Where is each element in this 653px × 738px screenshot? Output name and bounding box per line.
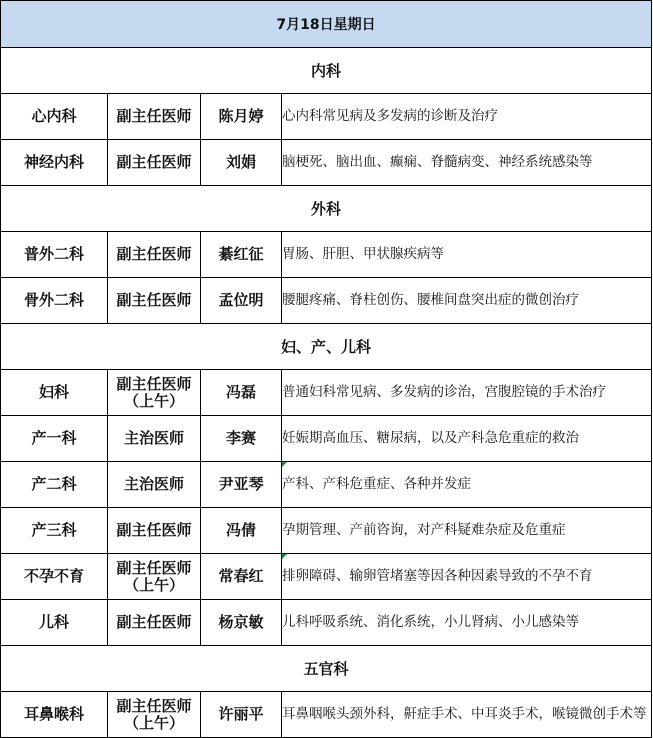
title-cell <box>108 94 201 140</box>
specialty-cell: 产科、产科危重症、各种并发症 <box>282 462 652 508</box>
date-title: 7月18日星期日 <box>1 1 652 48</box>
department-cell: 耳鼻喉科 <box>1 692 108 738</box>
table-row <box>1 232 652 278</box>
doctor-name-cell: 綦红征 <box>201 232 282 278</box>
department-cell: 儿科 <box>1 600 108 646</box>
department-cell: 神经内科 <box>1 140 108 186</box>
title-note: （上午） <box>123 391 184 410</box>
department-cell: 产三科 <box>1 508 108 554</box>
title-cell <box>108 508 201 554</box>
title-text: 主治医师 <box>123 475 184 493</box>
section-title: 五官科 <box>1 646 652 692</box>
department-cell: 骨外二科 <box>1 278 108 324</box>
table-row <box>1 692 652 738</box>
table-row <box>1 278 652 324</box>
title-note: （上午） <box>123 713 184 732</box>
title-cell <box>108 278 201 324</box>
department-cell: 不孕不育 <box>1 554 108 600</box>
table-row <box>1 94 652 140</box>
doctor-name-cell: 杨京敏 <box>201 600 282 646</box>
department-cell: 妇科 <box>1 370 108 416</box>
department-cell: 产一科 <box>1 416 108 462</box>
specialty-cell: 耳鼻咽喉头颈外科，鼾症手术、中耳炎手术，喉镜微创手术等 <box>282 692 652 738</box>
specialty-cell: 脑梗死、脑出血、癫痫、脊髓病变、神经系统感染等 <box>282 140 652 186</box>
title-cell <box>108 554 201 600</box>
doctor-name-cell: 孟位明 <box>201 278 282 324</box>
doctor-name-cell: 常春红 <box>201 554 282 600</box>
table-row <box>1 370 652 416</box>
title-text: 副主任医师 <box>116 521 192 539</box>
doctor-name-cell: 尹亚琴 <box>201 462 282 508</box>
section-header-row <box>1 186 652 232</box>
title-text: 副主任医师 <box>116 153 192 171</box>
specialty-cell: 妊娠期高血压、糖尿病，以及产科急危重症的救治 <box>282 416 652 462</box>
specialty-cell: 心内科常见病及多发病的诊断及治疗 <box>282 94 652 140</box>
department-cell: 心内科 <box>1 94 108 140</box>
table-row <box>1 416 652 462</box>
title-text: 副主任医师 <box>116 613 192 631</box>
title-text: 副主任医师 <box>116 245 192 263</box>
title-text: 副主任医师 <box>116 291 192 309</box>
title-text: 副主任医师 <box>116 558 192 577</box>
table-row <box>1 600 652 646</box>
specialty-cell: 腰腿疼痛、脊柱创伤、腰椎间盘突出症的微创治疗 <box>282 278 652 324</box>
title-note: （上午） <box>123 575 184 594</box>
specialty-cell: 孕期管理、产前咨询，对产科疑难杂症及危重症 <box>282 508 652 554</box>
title-text: 主治医师 <box>123 429 184 447</box>
title-text: 副主任医师 <box>116 107 192 125</box>
doctor-name-cell: 冯倩 <box>201 508 282 554</box>
section-title: 妇、产、儿科 <box>1 324 652 370</box>
section-title: 外科 <box>1 186 652 232</box>
section-header-row <box>1 324 652 370</box>
table-row <box>1 508 652 554</box>
specialty-cell: 儿科呼吸系统、消化系统，小儿肾病、小儿感染等 <box>282 600 652 646</box>
title-cell <box>108 140 201 186</box>
title-text: 副主任医师 <box>116 374 192 393</box>
specialty-cell: 胃肠、肝胆、甲状腺疾病等 <box>282 232 652 278</box>
doctor-name-cell: 李赛 <box>201 416 282 462</box>
title-cell <box>108 600 201 646</box>
section-header-row <box>1 48 652 94</box>
table-row <box>1 462 652 508</box>
section-header-row <box>1 646 652 692</box>
title-text: 副主任医师 <box>116 696 192 715</box>
title-cell <box>108 692 201 738</box>
title-cell <box>108 416 201 462</box>
department-cell: 产二科 <box>1 462 108 508</box>
doctor-name-cell: 冯磊 <box>201 370 282 416</box>
doctor-name-cell: 刘娟 <box>201 140 282 186</box>
specialty-cell: 普通妇科常见病、多发病的诊治，宫腹腔镜的手术治疗 <box>282 370 652 416</box>
date-header-row <box>1 1 652 48</box>
department-cell: 普外二科 <box>1 232 108 278</box>
title-cell <box>108 370 201 416</box>
title-cell <box>108 232 201 278</box>
doctor-name-cell: 陈月婷 <box>201 94 282 140</box>
section-title: 内科 <box>1 48 652 94</box>
table-row <box>1 554 652 600</box>
specialty-cell: 排卵障碍、输卵管堵塞等因各种因素导致的不孕不育 <box>282 554 652 600</box>
title-cell <box>108 462 201 508</box>
doctor-name-cell: 许丽平 <box>201 692 282 738</box>
table-row <box>1 140 652 186</box>
